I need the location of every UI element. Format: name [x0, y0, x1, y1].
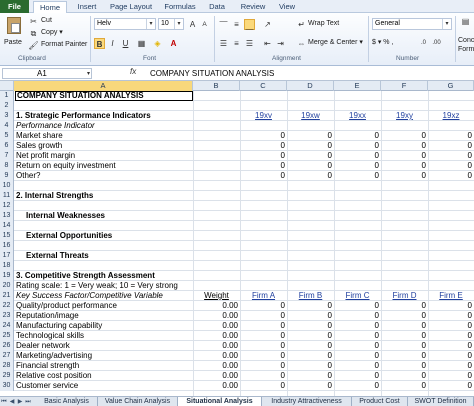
sheet-tab-industry-attractiveness[interactable]: Industry Attractiveness: [262, 397, 352, 406]
increase-indent-icon[interactable]: ⇥: [277, 39, 284, 48]
italic-icon[interactable]: I: [111, 39, 114, 48]
ribbon-home: [0, 13, 474, 66]
number-group-label: Number: [396, 55, 420, 62]
value-cell[interactable]: 0: [467, 351, 472, 360]
divider: [214, 16, 215, 62]
tab-file[interactable]: File: [0, 0, 29, 13]
tab-page-layout[interactable]: Page Layout: [109, 2, 153, 11]
value-cell[interactable]: 0: [421, 371, 426, 380]
value-cell[interactable]: 0: [421, 331, 426, 340]
copy-icon: ⧉: [30, 29, 37, 38]
value-cell[interactable]: 0: [327, 381, 332, 390]
weight-cell[interactable]: 0.00: [222, 361, 238, 370]
value-cell[interactable]: 0: [327, 371, 332, 380]
row-header[interactable]: 2: [0, 101, 14, 111]
cut-button[interactable]: [28, 16, 72, 26]
value-cell[interactable]: 0: [467, 161, 472, 170]
value-cell[interactable]: 0: [421, 321, 426, 330]
value-cell[interactable]: 0: [280, 151, 285, 160]
table-row: [0, 371, 474, 381]
table-row: [0, 161, 474, 171]
number-format-buttons[interactable]: $ ▾ % ,: [372, 39, 394, 46]
increase-decimal-icon[interactable]: .0: [420, 40, 426, 46]
value-cell[interactable]: 0: [280, 331, 285, 340]
paintbrush-icon: 🖌: [28, 41, 39, 50]
row-header[interactable]: 24: [0, 321, 14, 331]
year-header[interactable]: 19xw: [301, 111, 320, 120]
row-header[interactable]: 5: [0, 131, 14, 141]
rating-scale-note[interactable]: Rating scale: 1 = Very weak; 10 = Very strong: [16, 281, 178, 290]
table-row: [0, 361, 474, 371]
value-cell[interactable]: 0: [327, 301, 332, 310]
paste-button[interactable]: [3, 16, 25, 52]
table-row: [0, 281, 474, 291]
firm-header[interactable]: Firm C: [345, 291, 370, 300]
column-header-g[interactable]: G: [428, 81, 474, 91]
column-header-e[interactable]: E: [334, 81, 381, 91]
column-header-c[interactable]: C: [240, 81, 287, 91]
value-cell[interactable]: 0: [374, 301, 379, 310]
paste-icon: [7, 17, 21, 34]
value-cell[interactable]: 0: [327, 361, 332, 370]
chevron-down-icon[interactable]: ▾: [146, 19, 155, 29]
select-all-button[interactable]: [0, 81, 14, 91]
value-cell[interactable]: 0: [467, 171, 472, 180]
column-header-f[interactable]: F: [381, 81, 428, 91]
value-cell[interactable]: 0: [421, 171, 426, 180]
table-row: [0, 181, 474, 191]
table-row: [0, 241, 474, 251]
value-cell[interactable]: 0: [374, 151, 379, 160]
value-cell[interactable]: 0: [327, 171, 332, 180]
row-header[interactable]: 13: [0, 211, 14, 221]
table-row: [0, 321, 474, 331]
merge-center-label: Merge & Center ▾: [308, 39, 363, 46]
value-cell[interactable]: 0: [421, 351, 426, 360]
firm-header[interactable]: Firm A: [251, 291, 276, 300]
underline-icon[interactable]: U: [122, 39, 129, 48]
insert-function-icon[interactable]: fx: [130, 67, 137, 76]
subheading[interactable]: Performance Indicator: [16, 121, 95, 130]
row-header[interactable]: 26: [0, 341, 14, 351]
section-heading[interactable]: External Threats: [26, 251, 89, 260]
tab-insert[interactable]: Insert: [77, 2, 97, 11]
ribbon-tab-bar: [0, 0, 474, 13]
sheet-tab-product-cost[interactable]: Product Cost: [352, 397, 408, 406]
table-row: [0, 351, 474, 361]
wrap-text-label: Wrap Text: [308, 20, 340, 27]
weight-cell[interactable]: 0.00: [222, 341, 238, 350]
merge-center-button[interactable]: [296, 38, 368, 49]
prev-sheet-icon[interactable]: ◀: [9, 399, 15, 405]
sheet-tab-value-chain-analysis[interactable]: Value Chain Analysis: [98, 397, 178, 406]
value-cell[interactable]: 0: [467, 361, 472, 370]
value-cell[interactable]: 0: [280, 311, 285, 320]
row-label[interactable]: Other?: [16, 171, 41, 180]
value-cell[interactable]: 0: [421, 131, 426, 140]
value-cell[interactable]: 0: [280, 321, 285, 330]
year-header[interactable]: 19xv: [255, 111, 272, 120]
font-group-label: Font: [143, 55, 157, 62]
value-cell[interactable]: 0: [374, 321, 379, 330]
value-cell[interactable]: 0: [327, 131, 332, 140]
table-row: [0, 271, 474, 281]
cut-label: Cut: [41, 17, 52, 24]
table-row: [0, 231, 474, 241]
value-cell[interactable]: 0: [327, 321, 332, 330]
wrap-text-button[interactable]: [296, 19, 366, 30]
sheet-tab-bar: [0, 396, 474, 406]
value-cell[interactable]: 0: [467, 381, 472, 390]
clipboard-group-label: Clipboard: [18, 55, 46, 62]
formula-bar: [0, 66, 474, 81]
align-right-icon[interactable]: ☰: [245, 39, 254, 48]
format-painter-button[interactable]: [28, 40, 88, 50]
divider: [90, 16, 91, 62]
value-cell[interactable]: 0: [374, 141, 379, 150]
value-cell[interactable]: 0: [327, 311, 332, 320]
value-cell[interactable]: 0: [421, 381, 426, 390]
value-cell[interactable]: 0: [421, 361, 426, 370]
value-cell[interactable]: 0: [374, 361, 379, 370]
row-header[interactable]: 29: [0, 371, 14, 381]
weight-cell[interactable]: 0.00: [222, 321, 238, 330]
value-cell[interactable]: 0: [327, 151, 332, 160]
table-row: [0, 331, 474, 341]
bold-icon[interactable]: B: [94, 38, 105, 49]
font-color-icon[interactable]: A: [170, 39, 177, 48]
value-cell[interactable]: 0: [280, 371, 285, 380]
sheet-tab-swot-definition[interactable]: SWOT Definition: [408, 397, 474, 406]
align-middle-icon[interactable]: ≡: [234, 20, 239, 29]
table-row: [0, 291, 474, 301]
weight-cell[interactable]: 0.00: [222, 331, 238, 340]
worksheet-grid[interactable]: [0, 91, 474, 396]
row-header[interactable]: 9: [0, 171, 14, 181]
row-header[interactable]: 18: [0, 261, 14, 271]
table-row: [0, 101, 474, 111]
tab-review[interactable]: Review: [240, 2, 266, 11]
value-cell[interactable]: 0: [374, 131, 379, 140]
value-cell[interactable]: 0: [374, 381, 379, 390]
value-cell[interactable]: 0: [421, 341, 426, 350]
copy-label: Copy ▾: [41, 29, 63, 36]
table-row: [0, 221, 474, 231]
align-bottom-icon[interactable]: ⎽: [245, 21, 254, 30]
table-row: [0, 91, 474, 101]
value-cell[interactable]: 0: [327, 161, 332, 170]
value-cell[interactable]: 0: [280, 341, 285, 350]
weight-cell[interactable]: 0.00: [222, 301, 238, 310]
borders-icon[interactable]: ▦: [137, 39, 146, 48]
section-heading[interactable]: Internal Weaknesses: [26, 211, 106, 220]
table-row: [0, 211, 474, 221]
grow-font-icon[interactable]: A: [189, 20, 196, 29]
align-center-icon[interactable]: ≡: [234, 39, 239, 48]
font-size-select[interactable]: 10: [158, 18, 184, 30]
section-heading[interactable]: 1. Strategic Performance Indicators: [16, 111, 151, 120]
value-cell[interactable]: 0: [421, 311, 426, 320]
year-header[interactable]: 19xz: [442, 111, 460, 120]
column-header-b[interactable]: B: [193, 81, 240, 91]
value-cell[interactable]: 0: [374, 351, 379, 360]
row-header[interactable]: 19: [0, 271, 14, 281]
tab-home[interactable]: Home: [33, 1, 67, 14]
value-cell[interactable]: 0: [374, 371, 379, 380]
row-label[interactable]: Return on equity investment: [16, 161, 116, 170]
year-header[interactable]: 19xx: [349, 111, 366, 120]
last-sheet-icon[interactable]: ⏭: [25, 399, 31, 405]
table-row: [0, 311, 474, 321]
value-cell[interactable]: 0: [327, 331, 332, 340]
orientation-icon[interactable]: ↗: [264, 20, 271, 29]
first-sheet-icon[interactable]: ⏮: [1, 399, 7, 405]
row-header[interactable]: 28: [0, 361, 14, 371]
table-row: [0, 261, 474, 271]
row-label[interactable]: Market share: [16, 131, 63, 140]
chevron-down-icon[interactable]: ▾: [86, 71, 90, 77]
year-header[interactable]: 19xy: [396, 111, 413, 120]
tab-view[interactable]: View: [278, 2, 296, 11]
conditional-formatting-label: Conc Form: [458, 37, 474, 52]
value-cell[interactable]: 0: [467, 301, 472, 310]
table-row: [0, 141, 474, 151]
section-heading[interactable]: External Opportunities: [26, 231, 113, 240]
subheading[interactable]: Key Success Factor/Competitive Variable: [16, 291, 163, 300]
value-cell[interactable]: 0: [421, 141, 426, 150]
firm-header[interactable]: Firm E: [439, 291, 463, 300]
value-cell[interactable]: 0: [280, 301, 285, 310]
align-top-icon[interactable]: ⎺: [219, 20, 228, 29]
row-label[interactable]: Financial strength: [16, 361, 80, 370]
row-header[interactable]: 16: [0, 241, 14, 251]
value-cell[interactable]: 0: [374, 311, 379, 320]
table-row: [0, 151, 474, 161]
sheet-tab-situational-analysis[interactable]: Situational Analysis: [178, 397, 262, 406]
column-header-a[interactable]: A: [14, 81, 193, 91]
row-label[interactable]: Customer service: [16, 381, 79, 390]
row-header[interactable]: 21: [0, 291, 14, 301]
divider: [368, 16, 369, 62]
wrap-text-icon: ↵: [298, 20, 305, 29]
number-format-select[interactable]: General: [372, 18, 452, 30]
row-header[interactable]: 1: [0, 91, 14, 101]
firm-header[interactable]: Firm D: [392, 291, 417, 300]
name-box[interactable]: A1: [2, 68, 92, 79]
value-cell[interactable]: 0: [467, 341, 472, 350]
row-label[interactable]: Quality/product performance: [16, 301, 117, 310]
row-label[interactable]: Technological skills: [16, 331, 85, 340]
section-heading[interactable]: 3. Competitive Strength Assessment: [16, 271, 155, 280]
copy-button[interactable]: [28, 28, 72, 38]
shrink-font-icon[interactable]: A: [202, 21, 207, 28]
merge-icon: ⇔: [297, 39, 306, 48]
align-left-icon[interactable]: ☰: [219, 39, 228, 48]
row-header[interactable]: 17: [0, 251, 14, 261]
value-cell[interactable]: 0: [374, 331, 379, 340]
table-row: [0, 201, 474, 211]
table-row: [0, 251, 474, 261]
row-header[interactable]: 30: [0, 381, 14, 391]
row-label[interactable]: Marketing/advertising: [16, 351, 93, 360]
column-header-d[interactable]: D: [287, 81, 334, 91]
table-row: [0, 341, 474, 351]
row-header[interactable]: 23: [0, 311, 14, 321]
table-row: [0, 171, 474, 181]
value-cell[interactable]: 0: [467, 371, 472, 380]
conditional-formatting-icon: ▤: [461, 17, 470, 26]
table-row: [0, 131, 474, 141]
value-cell[interactable]: 0: [467, 141, 472, 150]
chevron-down-icon[interactable]: ▾: [442, 19, 451, 29]
conditional-formatting-button[interactable]: [458, 16, 474, 52]
value-cell[interactable]: 0: [467, 151, 472, 160]
paste-label: Paste: [4, 39, 22, 46]
fill-color-icon[interactable]: ◈: [154, 39, 161, 48]
value-cell[interactable]: 0: [421, 301, 426, 310]
row-header[interactable]: 4: [0, 121, 14, 131]
tab-formulas[interactable]: Formulas: [164, 2, 196, 11]
decrease-decimal-icon[interactable]: .00: [432, 40, 441, 46]
row-header[interactable]: 6: [0, 141, 14, 151]
section-heading[interactable]: 2. Internal Strengths: [16, 191, 94, 200]
row-header[interactable]: 27: [0, 351, 14, 361]
table-row: [0, 111, 474, 121]
row-label[interactable]: Relative cost position: [16, 371, 92, 380]
row-header[interactable]: 22: [0, 301, 14, 311]
divider: [455, 16, 456, 62]
row-label[interactable]: Dealer network: [16, 341, 70, 350]
table-row: [0, 301, 474, 311]
next-sheet-icon[interactable]: ▶: [17, 399, 23, 405]
value-cell[interactable]: 0: [280, 361, 285, 370]
row-header[interactable]: 15: [0, 231, 14, 241]
row-label[interactable]: Reputation/image: [16, 311, 79, 320]
value-cell[interactable]: 0: [467, 321, 472, 330]
value-cell[interactable]: 0: [374, 341, 379, 350]
alignment-group-label: Alignment: [272, 55, 301, 62]
column-headers: [0, 81, 474, 91]
row-header[interactable]: 25: [0, 331, 14, 341]
value-cell[interactable]: 0: [374, 171, 379, 180]
table-row: [0, 381, 474, 391]
formula-input[interactable]: COMPANY SITUATION ANALYSIS: [150, 69, 275, 78]
value-cell[interactable]: 0: [327, 341, 332, 350]
weight-cell[interactable]: 0.00: [222, 381, 238, 390]
row-header[interactable]: 7: [0, 151, 14, 161]
font-name-select[interactable]: Helv: [94, 18, 156, 30]
table-row: [0, 121, 474, 131]
value-cell[interactable]: 0: [280, 171, 285, 180]
value-cell[interactable]: 0: [280, 381, 285, 390]
value-cell[interactable]: 0: [467, 131, 472, 140]
weight-header[interactable]: Weight: [204, 291, 229, 300]
value-cell[interactable]: 0: [374, 161, 379, 170]
tab-data[interactable]: Data: [209, 2, 225, 11]
value-cell[interactable]: 0: [421, 161, 426, 170]
scissors-icon: ✂: [30, 17, 37, 26]
weight-cell[interactable]: 0.00: [222, 311, 238, 320]
value-cell[interactable]: 0: [327, 351, 332, 360]
row-header[interactable]: 10: [0, 181, 14, 191]
value-cell[interactable]: 0: [327, 141, 332, 150]
row-header[interactable]: 12: [0, 201, 14, 211]
value-cell[interactable]: 0: [280, 131, 285, 140]
row-label[interactable]: Manufacturing capability: [16, 321, 103, 330]
value-cell[interactable]: 0: [467, 311, 472, 320]
row-label[interactable]: Sales growth: [16, 141, 63, 150]
format-painter-label: Format Painter: [41, 41, 88, 48]
value-cell[interactable]: 0: [280, 351, 285, 360]
row-header[interactable]: 8: [0, 161, 14, 171]
sheet-tab-basic-analysis[interactable]: Basic Analysis: [36, 397, 98, 406]
firm-header[interactable]: Firm B: [298, 291, 323, 300]
value-cell[interactable]: 0: [421, 151, 426, 160]
value-cell[interactable]: 0: [280, 161, 285, 170]
row-label[interactable]: Net profit margin: [16, 151, 76, 160]
row-header[interactable]: 3: [0, 111, 14, 121]
weight-cell[interactable]: 0.00: [222, 351, 238, 360]
row-header[interactable]: 11: [0, 191, 14, 201]
weight-cell[interactable]: 0.00: [222, 371, 238, 380]
row-header[interactable]: 14: [0, 221, 14, 231]
value-cell[interactable]: 0: [467, 331, 472, 340]
value-cell[interactable]: 0: [280, 141, 285, 150]
table-row: [0, 191, 474, 201]
chevron-down-icon[interactable]: ▾: [174, 19, 183, 29]
decrease-indent-icon[interactable]: ⇤: [264, 39, 271, 48]
row-header[interactable]: 20: [0, 281, 14, 291]
cell-a1-title[interactable]: COMPANY SITUATION ANALYSIS: [15, 91, 193, 101]
